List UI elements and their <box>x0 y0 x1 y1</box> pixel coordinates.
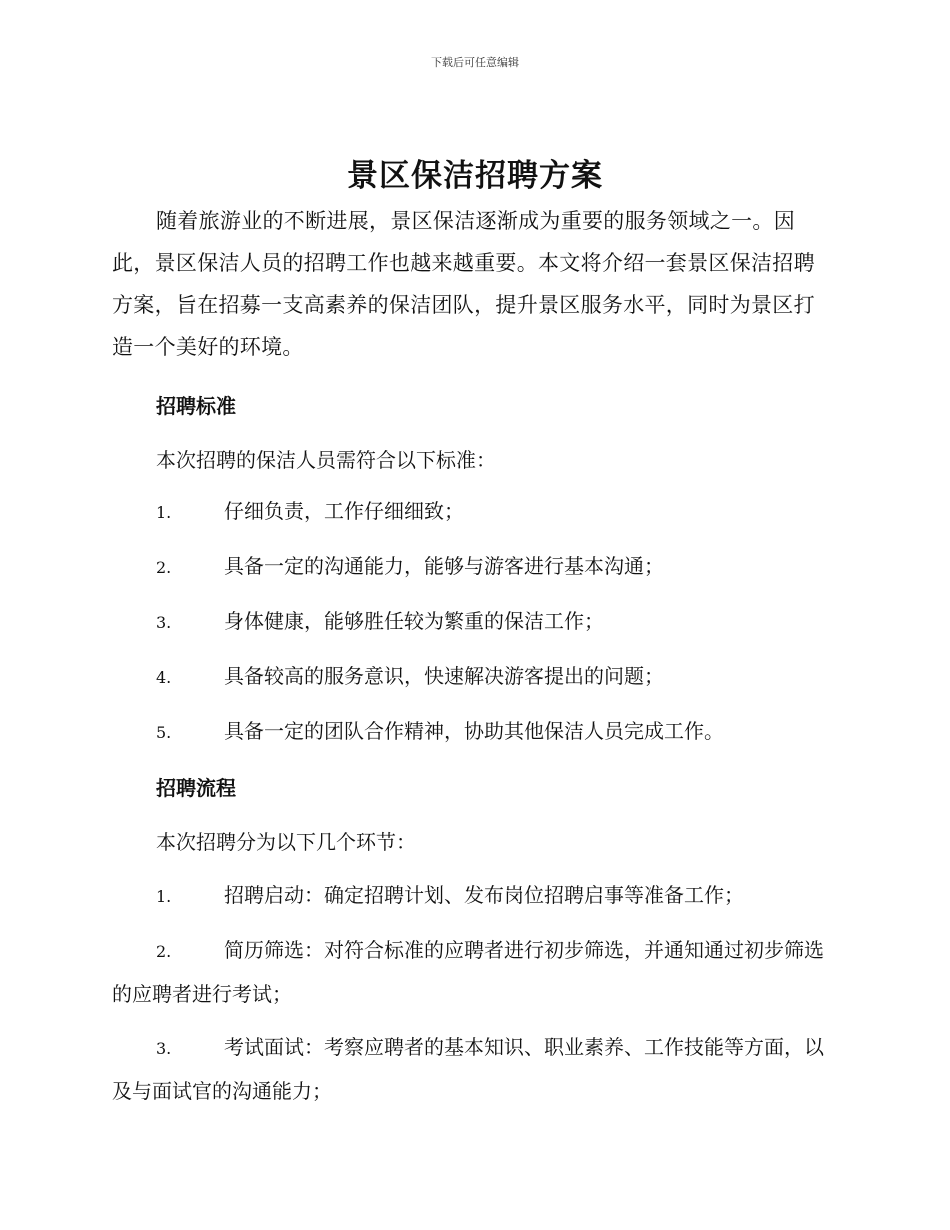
section-heading-process: 招聘流程 <box>156 776 236 800</box>
intro-paragraph: 随着旅游业的不断进展，景区保洁逐渐成为重要的服务领域之一。因此，景区保洁人员的招聘工作也越来越重要。本文将介绍一套景区保洁招聘方案，旨在招募一支高素养的保洁团队，提升景区服务水平，同时为景区打造一个美好的环境。 <box>112 209 815 359</box>
list-number: 1. <box>156 503 172 522</box>
list-number: 3. <box>156 1039 172 1058</box>
list-item <box>112 874 842 918</box>
list-number: 4. <box>156 668 172 687</box>
list-text: 仔细负责，工作仔细细致； <box>224 499 464 523</box>
list-text: 具备一定的沟通能力，能够与游客进行基本沟通； <box>224 554 664 578</box>
header-note: 下载后可任意编辑 <box>431 56 519 69</box>
list-number: 2. <box>156 942 172 961</box>
standards-lead: 本次招聘的保洁人员需符合以下标准： <box>156 448 496 472</box>
list-item <box>112 929 842 1015</box>
list-text: 招聘启动：确定招聘计划、发布岗位招聘启事等准备工作； <box>224 883 744 907</box>
list-text: 简历筛选：对符合标准的应聘者进行初步筛选，并通知通过初步筛选的应聘者进行考试； <box>112 938 824 1006</box>
list-text: 身体健康，能够胜任较为繁重的保洁工作； <box>224 609 604 633</box>
list-text: 考试面试：考察应聘者的基本知识、职业素养、工作技能等方面，以及与面试官的沟通能力； <box>112 1035 824 1103</box>
list-item <box>112 710 842 754</box>
list-item <box>112 655 842 699</box>
list-item <box>112 1026 842 1112</box>
list-number: 5. <box>156 723 172 742</box>
list-number: 2. <box>156 558 172 577</box>
section-heading-standards: 招聘标准 <box>156 394 236 418</box>
process-lead: 本次招聘分为以下几个环节： <box>156 830 416 854</box>
list-text: 具备较高的服务意识，快速解决游客提出的问题； <box>224 664 664 688</box>
list-item <box>112 545 842 589</box>
list-item <box>112 600 842 644</box>
list-number: 3. <box>156 613 172 632</box>
document-title: 景区保洁招聘方案 <box>347 158 603 194</box>
list-number: 1. <box>156 887 172 906</box>
list-text: 具备一定的团队合作精神，协助其他保洁人员完成工作。 <box>224 719 724 743</box>
list-item <box>112 490 842 534</box>
